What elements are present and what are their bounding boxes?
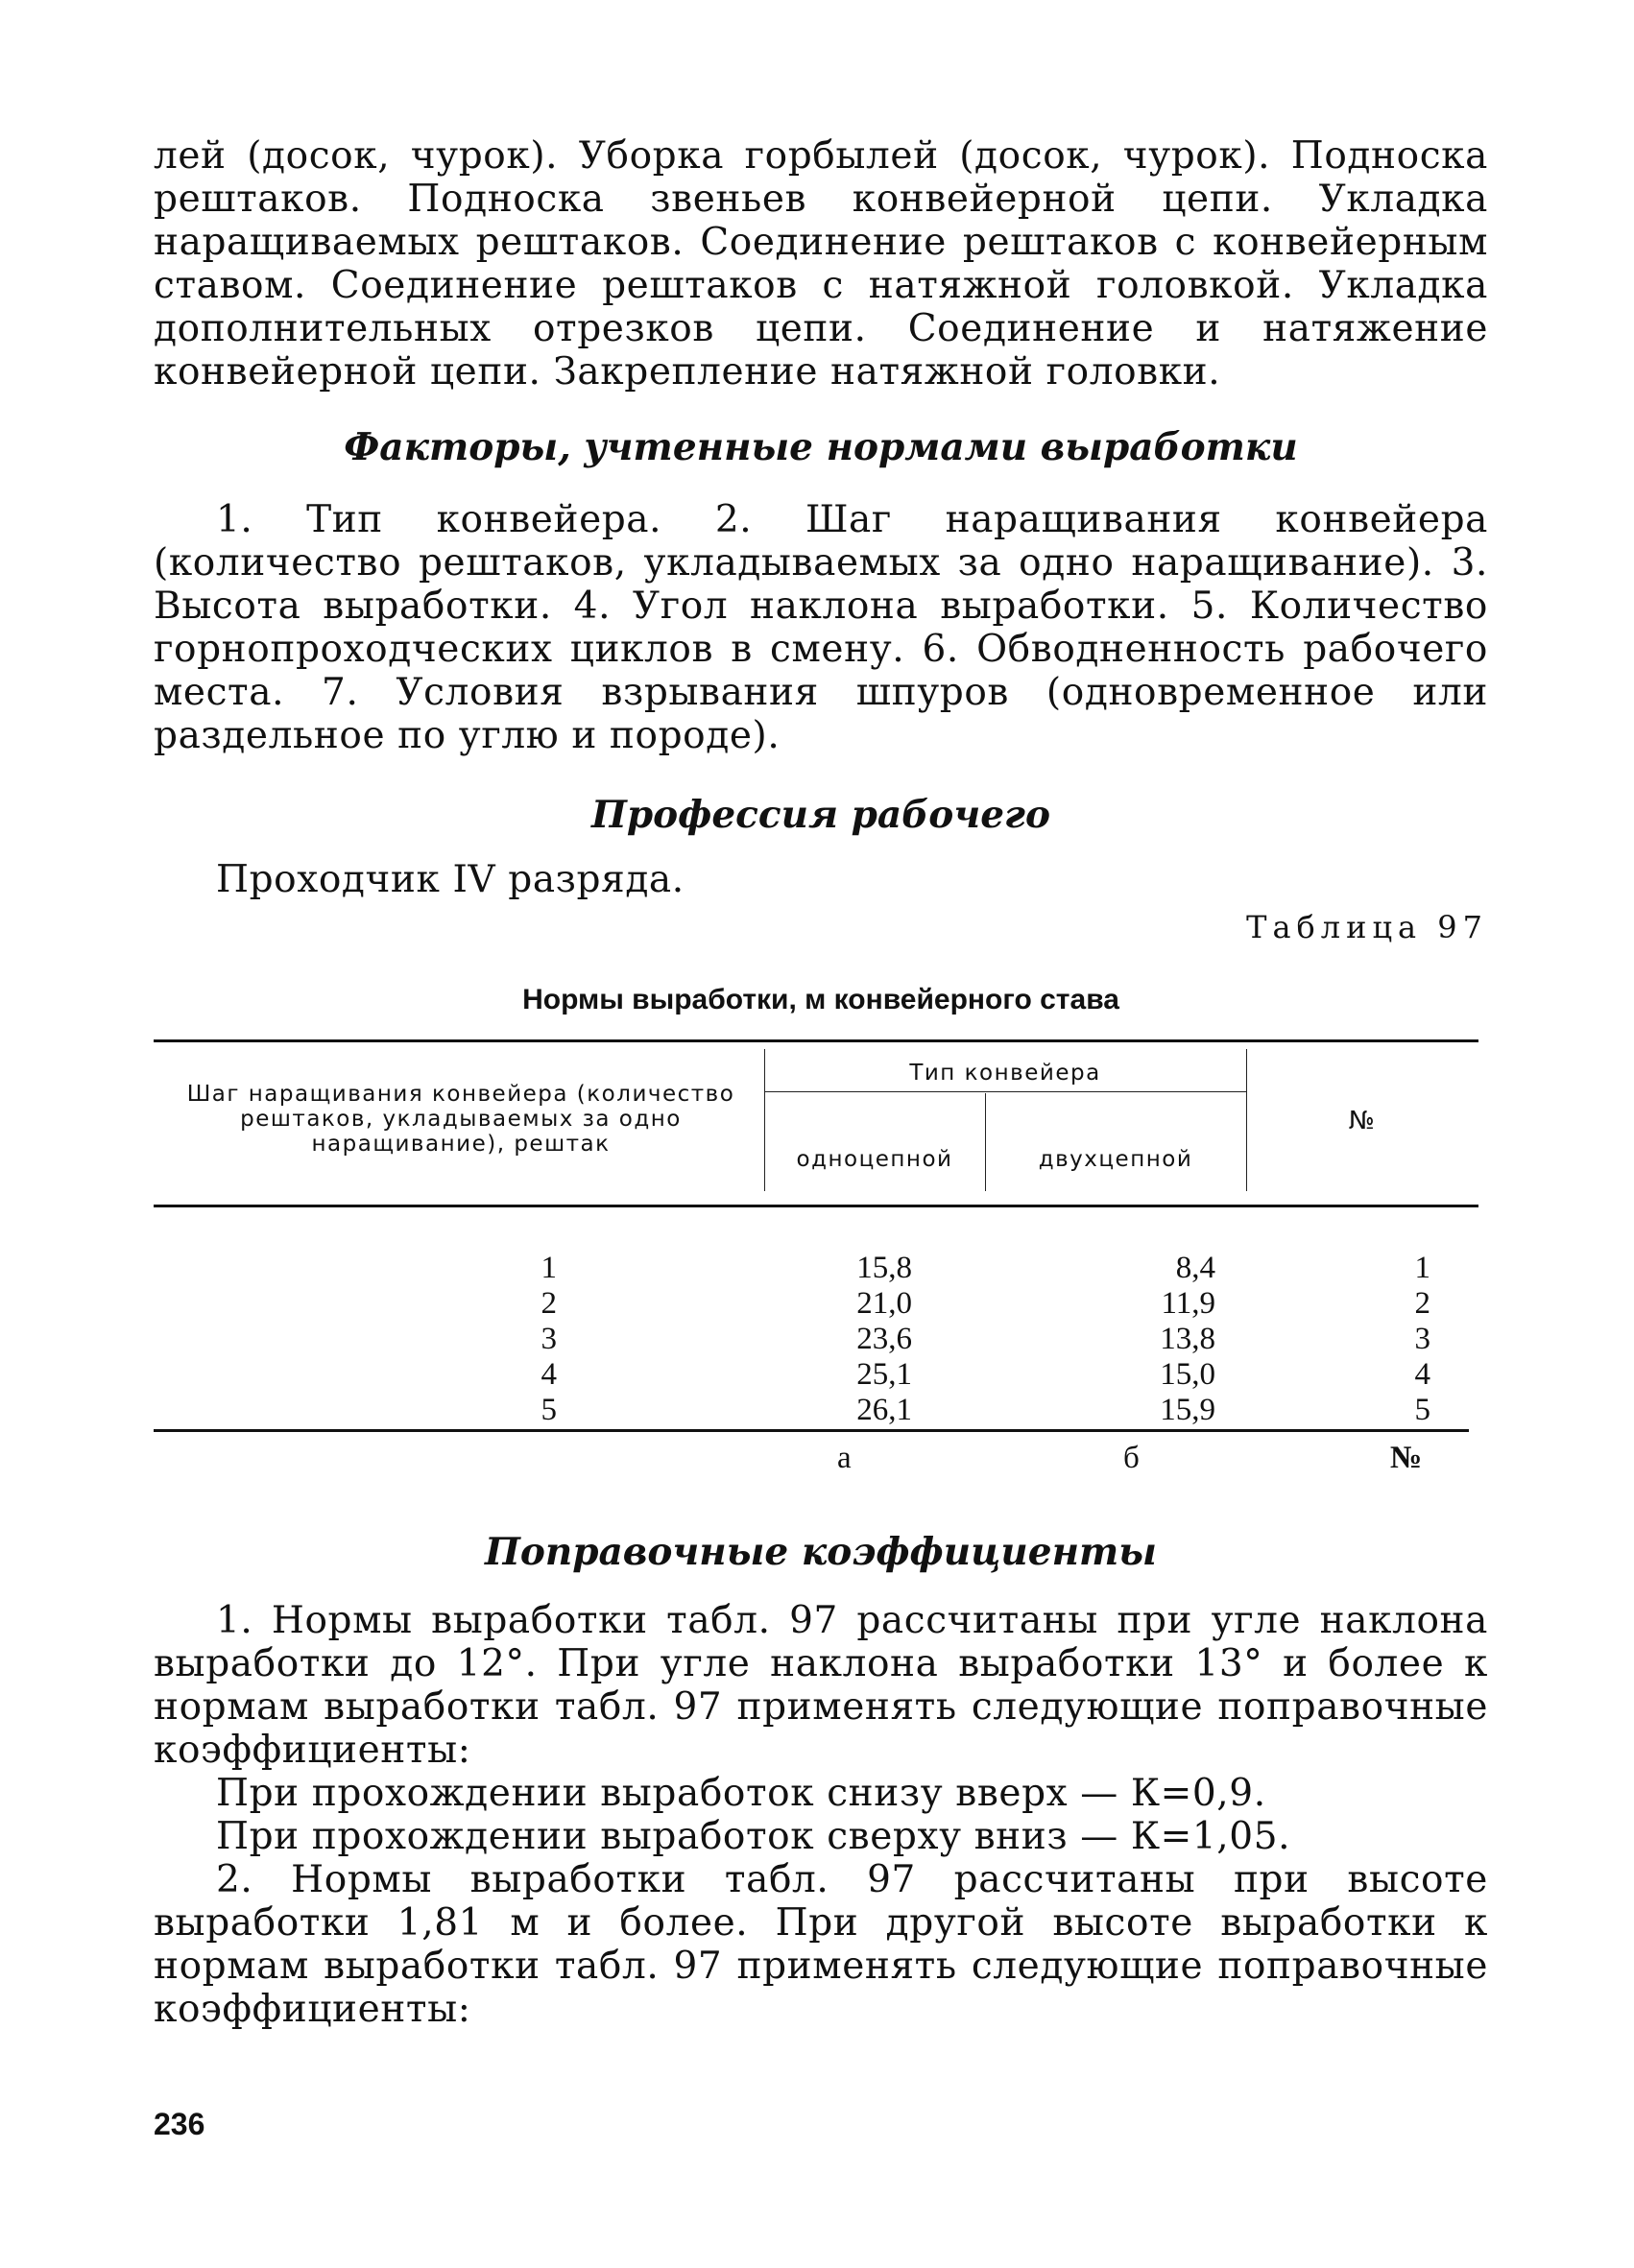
col-a-header: одноцепной xyxy=(796,1147,953,1172)
col-ab-divider xyxy=(985,1093,986,1191)
norms-table xyxy=(154,1039,1478,1489)
table-cell: 11,9 xyxy=(1161,1286,1215,1321)
table-cell: 4 xyxy=(541,1357,557,1392)
table-cell: 2 xyxy=(541,1286,557,1321)
table-bottom-rule xyxy=(154,1429,1469,1432)
correction-line-down: При прохождении выработок сверху вниз — К=1,05. xyxy=(216,1815,1291,1858)
group-header: Тип конвейера xyxy=(909,1061,1101,1086)
correction-line-up: При прохождении выработок снизу вверх — К=0,9. xyxy=(216,1772,1266,1815)
table-cell: 3 xyxy=(1414,1322,1430,1356)
factors-heading: Факторы, учтенные нормами выработки xyxy=(344,425,1298,469)
table-cell: 1 xyxy=(541,1251,557,1285)
correction-paragraph-2: 2. Нормы выработки табл. 97 рассчитаны при высоте выработки 1,81 м и более. При другой высоте выработки к нормам выработки табл. 97 применять следующие поправочные коэффициенты: xyxy=(154,1858,1488,2031)
foot-num: № xyxy=(1390,1441,1423,1475)
table-cell: 4 xyxy=(1414,1357,1430,1392)
table-cell: 3 xyxy=(541,1322,557,1356)
table-cell: 21,0 xyxy=(856,1286,912,1321)
num-header: № xyxy=(1348,1107,1377,1135)
table-cell: 26,1 xyxy=(856,1393,912,1427)
col-b-values xyxy=(1091,1251,1215,1428)
table-cell: 13,8 xyxy=(1160,1322,1215,1356)
col-a-values xyxy=(787,1251,912,1428)
num-column xyxy=(1373,1251,1430,1428)
page-content xyxy=(154,134,1488,2031)
correction-paragraph-1: 1. Нормы выработки табл. 97 рассчитаны при угле наклона выработки до 12°. При угле наклона выработки 13° и более к нормам выработки табл. 97 применять следующие поправочные коэффициенты: xyxy=(154,1599,1488,1772)
intro-paragraph: лей (досок, чурок). Уборка горбылей (досок, чурок). Подноска рештаков. Подноска звеньев конвейерной цепи. Укладка наращиваемых рештаков. Соединение рештаков с конвейерным ставом. Соединение рештаков с натяжной головкой. Укладка дополнительных отрезков цепи. Соединение и натяжение конвейерной цепи. Закрепление натяжной головки. xyxy=(154,134,1488,394)
stub-header: Шаг наращивания конвейера (количество рештаков, укладываемых за одно наращивание), рештак xyxy=(186,1082,735,1157)
table-cell: 8,4 xyxy=(1175,1251,1215,1285)
page-number: 236 xyxy=(154,2107,205,2141)
profession-paragraph: Проходчик IV разряда. xyxy=(216,858,685,901)
factors-paragraph: 1. Тип конвейера. 2. Шаг наращивания конвейера (количество рештаков, укладываемых за одно наращивание). 3. Высота выработки. 4. Угол наклона выработки. 5. Количество горнопроходческих циклов в смену. 6. Обводненность рабочего места. 7. Условия взрывания шпуров (одновременное или раздельное по углю и породе). xyxy=(154,498,1488,757)
table-cell: 2 xyxy=(1414,1286,1430,1321)
foot-b: б xyxy=(1123,1441,1140,1475)
foot-a: а xyxy=(837,1441,852,1475)
profession-heading: Профессия рабочего xyxy=(591,793,1050,837)
group-header-rule xyxy=(764,1091,1246,1092)
table-cell: 5 xyxy=(541,1393,557,1427)
table-cell: 15,8 xyxy=(856,1251,912,1285)
table-cell: 1 xyxy=(1414,1251,1430,1285)
table-number: Таблица 97 xyxy=(1246,909,1488,945)
col-b-header: двухцепной xyxy=(1038,1147,1193,1172)
table-cell: 5 xyxy=(1414,1393,1430,1427)
step-column xyxy=(480,1251,557,1428)
table-cell: 25,1 xyxy=(856,1357,912,1392)
table-cell: 15,9 xyxy=(1160,1393,1215,1427)
table-header-rule xyxy=(154,1205,1478,1207)
table-cell: 15,0 xyxy=(1160,1357,1215,1392)
table-top-rule xyxy=(154,1039,1478,1042)
table-title: Нормы выработки, м конвейерного става xyxy=(522,984,1119,1015)
corrections-heading: Поправочные коэффициенты xyxy=(485,1530,1157,1574)
table-cell: 23,6 xyxy=(856,1322,912,1356)
